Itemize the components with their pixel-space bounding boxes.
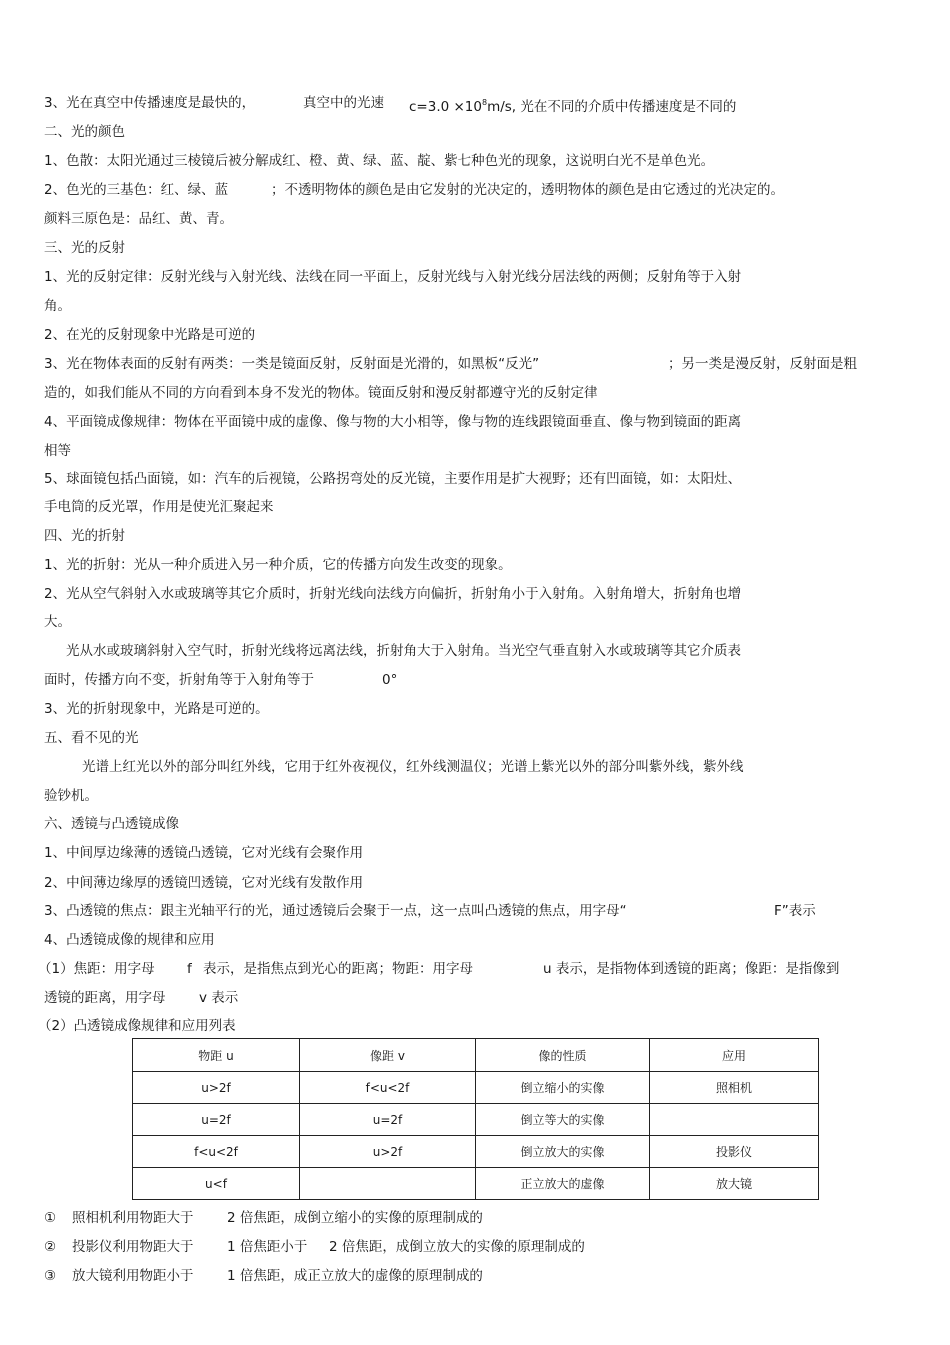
- text: v 表示: [199, 990, 239, 1006]
- table-row: [133, 1072, 819, 1104]
- text: 真空中的光速: [303, 95, 384, 111]
- table-cell: [300, 1168, 476, 1200]
- paragraph: [44, 181, 784, 199]
- paragraph: 2、在光的反射现象中光路是可逆的: [44, 327, 256, 343]
- header-cell: 像距 v: [300, 1039, 476, 1072]
- text: 3、光在真空中传播速度是最快的，: [44, 95, 256, 111]
- paragraph: 验钞机。: [44, 788, 98, 804]
- paragraph: 4、平面镜成像规律：物体在平面镜中成的虚像、像与物的大小相等，像与物的连线跟镜面垂直、像与物到镜面的距离: [44, 414, 742, 430]
- table-row: [133, 1136, 819, 1168]
- text: 1 倍焦距小于: [227, 1239, 308, 1255]
- note-item: [44, 1209, 483, 1227]
- header-cell: 物距 u: [133, 1039, 300, 1072]
- paragraph: 2、中间薄边缘厚的透镜凹透镜，它对光线有发散作用: [44, 875, 364, 891]
- text: 照相机利用物距大于: [72, 1210, 194, 1226]
- paragraph: 1、光的折射：光从一种介质进入另一种介质，它的传播方向发生改变的现象。: [44, 557, 512, 573]
- text: 1 倍焦距，成正立放大的虚像的原理制成的: [227, 1268, 483, 1284]
- paragraph: [44, 989, 239, 1007]
- header-cell: 应用: [650, 1039, 819, 1072]
- paragraph: 3、光的折射现象中，光路是可逆的。: [44, 701, 269, 717]
- circled-number: ①: [44, 1210, 57, 1226]
- text: 投影仪利用物距大于: [72, 1239, 194, 1255]
- table-cell: 正立放大的虚像: [476, 1168, 650, 1200]
- paragraph: 光从水或玻璃斜射入空气时，折射光线将远离法线，折射角大于入射角。当光空气垂直射入水或玻璃等其它介质表: [66, 643, 741, 659]
- table-cell: 放大镜: [650, 1168, 819, 1200]
- paragraph: 1、光的反射定律：反射光线与入射光线、法线在同一平面上，反射光线与入射光线分居法线的两侧；反射角等于入射: [44, 269, 742, 285]
- paragraph: 1、色散：太阳光通过三棱镜后被分解成红、橙、黄、绿、蓝、靛、紫七种色光的现象，这说明白光不是单色光。: [44, 153, 715, 169]
- text: 放大镜利用物距小于: [72, 1268, 194, 1284]
- paragraph: 4、凸透镜成像的规律和应用: [44, 932, 215, 948]
- table-row: [133, 1168, 819, 1200]
- paragraph: 造的，如我们能从不同的方向看到本身不发光的物体。镜面反射和漫反射都遵守光的反射定律: [44, 385, 598, 401]
- table-cell: 照相机: [650, 1072, 819, 1104]
- table-caption: （2）凸透镜成像规律和应用列表: [38, 1018, 236, 1034]
- text: 面时，传播方向不变，折射角等于入射角等于: [44, 672, 314, 688]
- text: 3、光在物体表面的反射有两类：一类是镜面反射，反射面是光滑的，如黑板“反光”: [44, 356, 540, 372]
- text: 2、色光的三基色：红、绿、蓝: [44, 182, 229, 198]
- circled-number: ②: [44, 1239, 57, 1255]
- table-cell: 投影仪: [650, 1136, 819, 1168]
- section-heading: 四、光的折射: [44, 528, 125, 544]
- paragraph: 5、球面镜包括凸面镜，如：汽车的后视镜，公路拐弯处的反光镜，主要作用是扩大视野；还有凹面镜，如：太阳灶、: [44, 471, 742, 487]
- text: F”表示: [774, 903, 816, 919]
- table-cell: u>2f: [300, 1136, 476, 1168]
- text: f: [187, 961, 192, 977]
- table-cell: u=2f: [133, 1104, 300, 1136]
- text: m/s, 光在不同的介质中传播速度是不同的: [487, 99, 737, 115]
- lens-imaging-table: [132, 1038, 819, 1200]
- table-cell: f<u<2f: [300, 1072, 476, 1104]
- table-cell: u<f: [133, 1168, 300, 1200]
- table-header-row: [133, 1039, 819, 1072]
- text: 表示，是指焦点到光心的距离；物距：用字母: [203, 961, 473, 977]
- paragraph: 光谱上红光以外的部分叫红外线，它用于红外夜视仪，红外线测温仪；光谱上紫光以外的部分叫紫外线，紫外线: [82, 759, 744, 775]
- text: c=3.0 ×10: [409, 99, 482, 115]
- paragraph: 手电筒的反光罩，作用是使光汇聚起来: [44, 499, 274, 515]
- text: ；不透明物体的颜色是由它发射的光决定的，透明物体的颜色是由它透过的光决定的。: [271, 182, 784, 198]
- text: ；另一类是漫反射，反射面是粗: [668, 356, 857, 372]
- header-cell: 像的性质: [476, 1039, 650, 1072]
- note-item: [44, 1238, 585, 1256]
- paragraph: [44, 671, 398, 689]
- paragraph: [44, 902, 816, 920]
- table-cell: f<u<2f: [133, 1136, 300, 1168]
- table-cell: 倒立等大的实像: [476, 1104, 650, 1136]
- paragraph: 角。: [44, 298, 71, 314]
- text: 2 倍焦距，成倒立缩小的实像的原理制成的: [227, 1210, 483, 1226]
- paragraph: [38, 960, 840, 978]
- paragraph: 相等: [44, 443, 71, 459]
- table-cell: [650, 1104, 819, 1136]
- note-item: [44, 1267, 483, 1285]
- paragraph: 颜料三原色是：品红、黄、青。: [44, 211, 233, 227]
- circled-number: ③: [44, 1268, 57, 1284]
- table-cell: u=2f: [300, 1104, 476, 1136]
- section-heading: 五、看不见的光: [44, 730, 139, 746]
- table-cell: 倒立缩小的实像: [476, 1072, 650, 1104]
- section-heading: 二、光的颜色: [44, 124, 125, 140]
- table-cell: u>2f: [133, 1072, 300, 1104]
- text: u 表示，是指物体到透镜的距离；像距：是指像到: [543, 961, 840, 977]
- exponent: 8: [481, 98, 488, 107]
- paragraph: 1、中间厚边缘薄的透镜凸透镜，它对光线有会聚作用: [44, 845, 364, 861]
- text: 0°: [382, 672, 398, 688]
- paragraph: [44, 355, 857, 373]
- section-heading: 三、光的反射: [44, 240, 125, 256]
- paragraph: 2、光从空气斜射入水或玻璃等其它介质时，折射光线向法线方向偏折，折射角小于入射角。入射角增大，折射角也增: [44, 586, 742, 602]
- text: 2 倍焦距，成倒立放大的实像的原理制成的: [329, 1239, 585, 1255]
- text: 透镜的距离，用字母: [44, 990, 166, 1006]
- paragraph: 大。: [44, 614, 71, 630]
- table-row: [133, 1104, 819, 1136]
- text: 3、凸透镜的焦点：跟主光轴平行的光，通过透镜后会聚于一点，这一点叫凸透镜的焦点，用字母“: [44, 903, 627, 919]
- section-heading: 六、透镜与凸透镜成像: [44, 816, 179, 832]
- table-cell: 倒立放大的实像: [476, 1136, 650, 1168]
- text: （1）焦距：用字母: [38, 961, 155, 977]
